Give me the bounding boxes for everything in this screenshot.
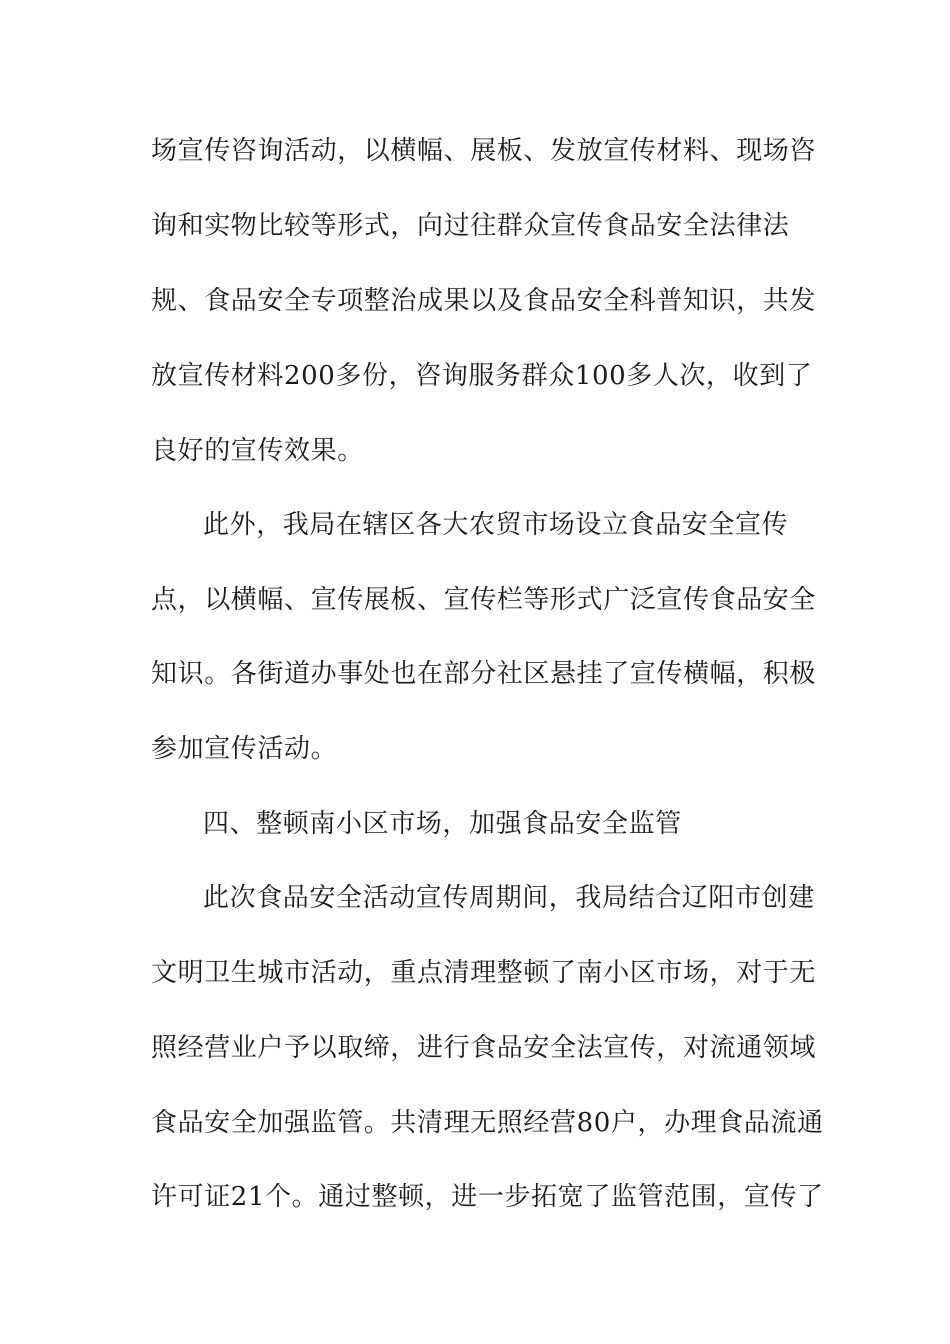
text-line: 良好的宣传效果。 bbox=[151, 436, 364, 466]
text-line: 许可证21个。通过整顿，进一步拓宽了监管范围，宣传了 bbox=[151, 1182, 824, 1212]
text-line: 照经营业户予以取缔，进行食品安全法宣传，对流通领域 bbox=[151, 1033, 817, 1063]
text-line: 食品安全加强监管。共清理无照经营80户，办理食品流通 bbox=[151, 1108, 824, 1138]
text-line: 规、食品安全专项整治成果以及食品安全科普知识，共发 bbox=[151, 286, 817, 316]
text-line: 询和实物比较等形式，向过往群众宣传食品安全法律法 bbox=[151, 211, 790, 241]
section-heading: 四、整顿南小区市场，加强食品安全监管 bbox=[203, 809, 682, 839]
paragraph-first-line: 此次食品安全活动宣传周期间，我局结合辽阳市创建 bbox=[203, 883, 815, 913]
text-line: 参加宣传活动。 bbox=[151, 734, 338, 764]
text-line: 知识。各街道办事处也在部分社区悬挂了宣传横幅，积极 bbox=[151, 659, 817, 689]
text-line: 文明卫生城市活动，重点清理整顿了南小区市场，对于无 bbox=[151, 958, 817, 988]
text-line: 点，以横幅、宣传展板、宣传栏等形式广泛宣传食品安全 bbox=[151, 585, 817, 615]
text-line: 场宣传咨询活动，以横幅、展板、发放宣传材料、现场咨 bbox=[151, 136, 817, 166]
paragraph-first-line: 此外，我局在辖区各大农贸市场设立食品安全宣传 bbox=[203, 510, 789, 540]
text-line: 放宣传材料200多份，咨询服务群众100多人次，收到了 bbox=[151, 361, 813, 391]
